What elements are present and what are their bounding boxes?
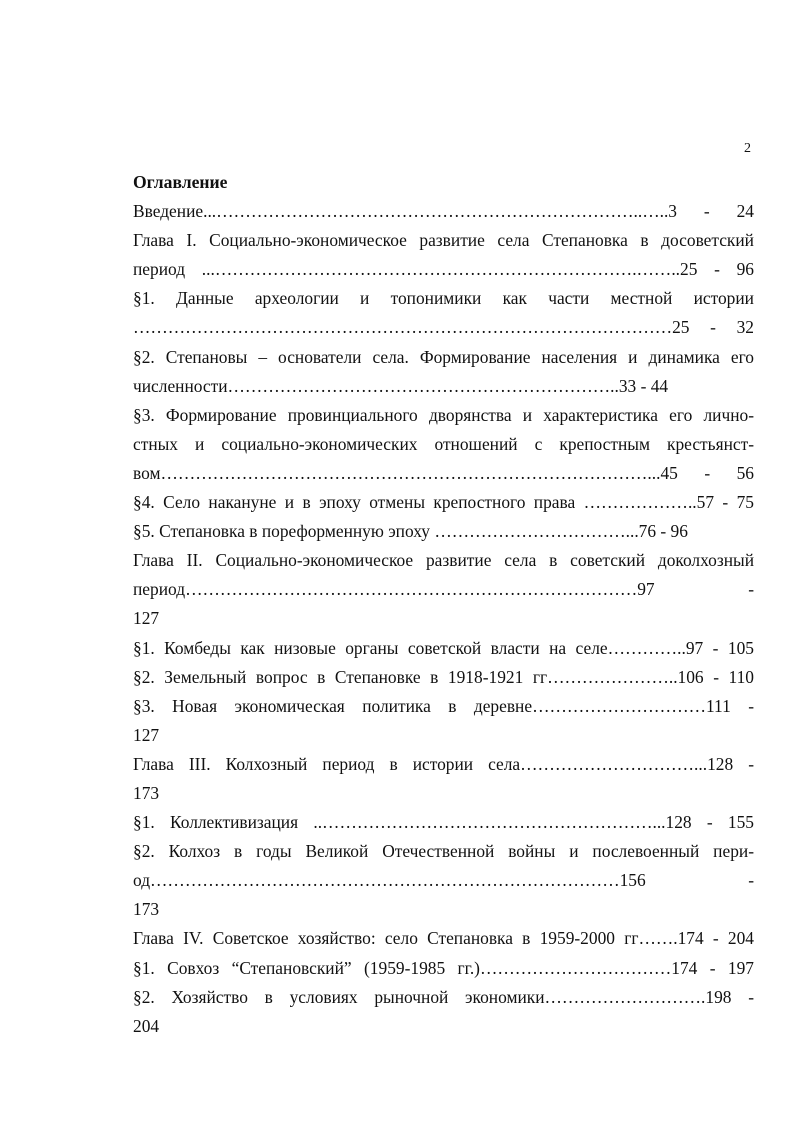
toc-entry-ch1-s1-cont: …………………………………………………………………………………25 - 32 xyxy=(133,317,754,338)
toc-entry-chapter-3-pages: 173 xyxy=(133,782,160,803)
toc-entry-chapter-1-cont: период ...……………………………………………………………….……..25 - 96 xyxy=(133,259,754,280)
toc-entry-ch3-s2-pages: 173 xyxy=(133,899,160,920)
toc-entry-ch2-s3: §3. Новая экономическая политика в деревне…………………………111 - xyxy=(133,695,754,716)
toc-entry-introduction: Введение...………………………………………………………………..…..3 - 24 xyxy=(133,201,754,222)
page-number: 2 xyxy=(744,141,751,156)
toc-entry-ch3-s2: §2. Колхоз в годы Великой Отечественной войны и послевоенный пери- xyxy=(133,841,754,862)
toc-entry-ch1-s2: §2. Степановы – основатели села. Формирование населения и динамика его xyxy=(133,346,754,367)
toc-entry-ch3-s2-cont: од………………………………………………………………………156 - xyxy=(133,870,754,891)
toc-entry-chapter-2: Глава II. Социально-экономическое развитие села в советский доколхозный xyxy=(133,550,754,571)
toc-entry-ch1-s3-cont1: стных и социально-экономических отношений с крепостным крестьянст- xyxy=(133,433,754,454)
toc-title: Оглавление xyxy=(133,172,228,192)
toc-entry-ch2-s3-pages: 127 xyxy=(133,724,160,745)
toc-entry-chapter-1: Глава I. Социально-экономическое развитие села Степановка в досоветский xyxy=(133,230,754,251)
toc-entry-ch2-s2: §2. Земельный вопрос в Степановке в 1918-1921 гг…………………..106 - 110 xyxy=(133,666,754,687)
toc-entry-chapter-3: Глава III. Колхозный период в истории села…………………………...128 - xyxy=(133,753,754,774)
toc-entry-chapter-4: Глава IV. Советское хозяйство: село Степановка в 1959-2000 гг…….174 - 204 xyxy=(133,928,754,949)
toc-entry-ch4-s1: §1. Совхоз “Степановский” (1959-1985 гг.)……………………………174 - 197 xyxy=(133,957,754,978)
toc-entry-ch4-s2: §2. Хозяйство в условиях рыночной экономики……………………….198 - xyxy=(133,986,754,1007)
toc-entry-ch1-s3-cont2: вом…………………………………………………………………………...45 - 56 xyxy=(133,462,754,483)
toc-entry-ch3-s1: §1. Коллективизация ..…………………………………………………...128 - 155 xyxy=(133,812,754,833)
toc-entry-ch1-s5: §5. Степановка в пореформенную эпоху ……………………………...76 - 96 xyxy=(133,521,688,542)
toc-entry-ch2-s1: §1. Комбеды как низовые органы советской власти на селе…………..97 - 105 xyxy=(133,637,754,658)
toc-entry-chapter-2-cont: период……………………………………………………………………97 - xyxy=(133,579,754,600)
toc-entry-ch1-s2-cont: численности…………………………………………………………..33 - 44 xyxy=(133,375,669,396)
table-of-contents xyxy=(133,168,754,1041)
toc-entry-ch1-s3: §3. Формирование провинциального дворянства и характеристика его лично- xyxy=(133,404,754,425)
toc-entry-ch4-s2-pages: 204 xyxy=(133,1015,160,1036)
toc-entry-chapter-2-pages: 127 xyxy=(133,608,160,629)
toc-entry-ch1-s4: §4. Село накануне и в эпоху отмены крепостного права ………………..57 - 75 xyxy=(133,492,754,513)
toc-entry-ch1-s1: §1. Данные археологии и топонимики как части местной истории xyxy=(133,288,754,309)
